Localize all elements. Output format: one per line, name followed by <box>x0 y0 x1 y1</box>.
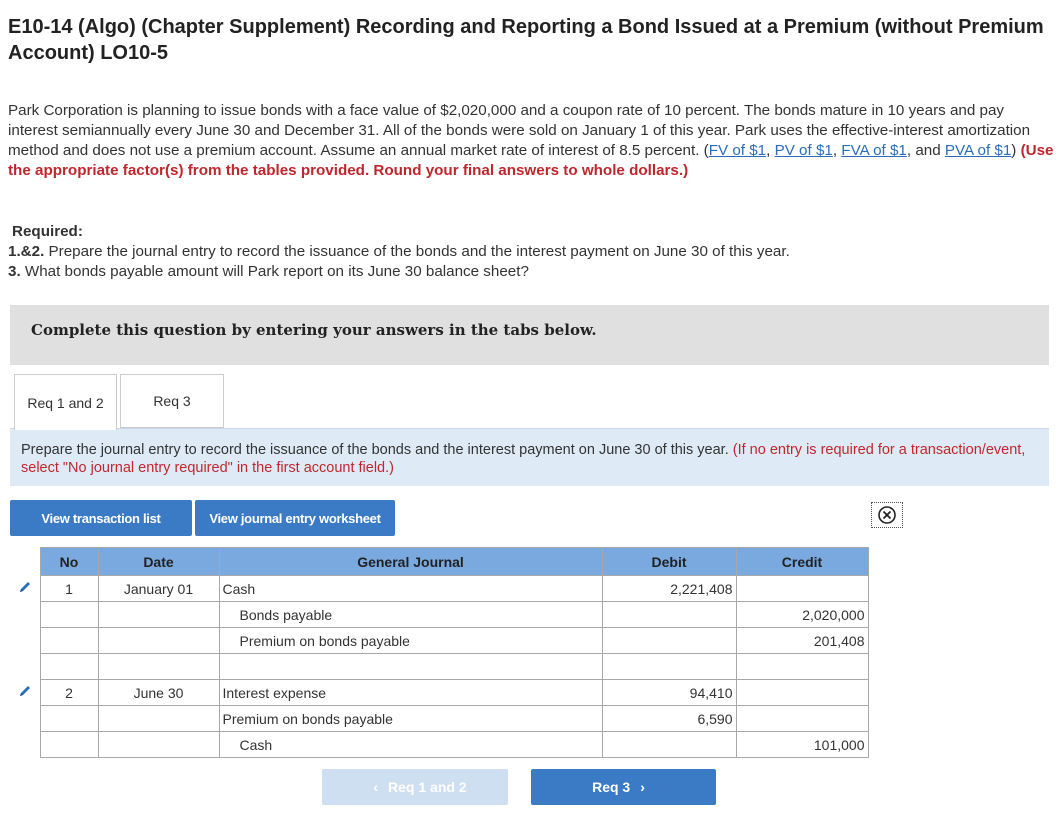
journal-row <box>10 706 868 732</box>
separator: , and <box>906 142 945 159</box>
intro-text: Park Corporation is planning to issue bonds with a face value of $2,020,000 and a coupon rate of 10 percent. The bonds mature in 10 years and pay interest semiannually every June 30 and December 31. All of the bonds were sold on January 1 of this year. Park uses the effective-interest amortization method and does not use a premium account. Assume an annual market rate of interest of 8.5 percent. ( <box>8 102 1031 159</box>
journal-debit-cell[interactable]: 94,410 <box>602 680 736 706</box>
view-journal-worksheet-button[interactable]: View journal entry worksheet <box>195 500 395 536</box>
required-item <box>8 262 1048 282</box>
pv-link[interactable]: PV of $1 <box>774 142 833 159</box>
journal-debit-cell[interactable]: 6,590 <box>602 706 736 732</box>
journal-account-cell[interactable]: Interest expense <box>219 680 602 706</box>
tab-req-1-and-2[interactable]: Req 1 and 2 <box>14 374 117 430</box>
pencil-cell <box>10 654 40 680</box>
journal-no-cell[interactable] <box>40 628 98 654</box>
problem-description <box>8 101 1056 181</box>
chevron-right-icon: › <box>640 779 645 795</box>
journal-row <box>10 576 868 602</box>
separator: , <box>766 142 775 159</box>
next-tab-button[interactable] <box>531 769 716 805</box>
pencil-cell <box>10 732 40 758</box>
journal-row <box>10 732 868 758</box>
pencil-icon[interactable] <box>17 683 33 699</box>
required-item <box>8 242 1048 262</box>
journal-date-cell[interactable] <box>98 732 219 758</box>
pva-link[interactable]: PVA of $1 <box>944 142 1012 159</box>
journal-row <box>10 654 868 680</box>
next-tab-label: Req 3 <box>592 779 631 795</box>
journal-credit-cell[interactable]: 101,000 <box>736 732 868 758</box>
journal-credit-cell[interactable]: 201,408 <box>736 628 868 654</box>
chevron-left-icon: ‹ <box>373 779 379 795</box>
journal-credit-cell[interactable] <box>736 654 868 680</box>
journal-no-cell[interactable] <box>40 602 98 628</box>
journal-debit-cell[interactable] <box>602 654 736 680</box>
journal-date-cell[interactable]: January 01 <box>98 576 219 602</box>
journal-credit-cell[interactable] <box>736 680 868 706</box>
pencil-header <box>10 548 40 576</box>
journal-account-cell[interactable]: Cash <box>219 576 602 602</box>
circle-x-icon <box>877 505 897 525</box>
page-title: E10-14 (Algo) (Chapter Supplement) Recording and Reporting a Bond Issued at a Premium (without Premium Account) LO10-5 <box>8 16 1044 64</box>
journal-account-cell[interactable]: Bonds payable <box>219 602 602 628</box>
fv-link[interactable]: FV of $1 <box>708 142 767 159</box>
journal-credit-cell[interactable] <box>736 576 868 602</box>
required-item-number: 3. <box>8 263 21 280</box>
prev-tab-button[interactable] <box>322 769 508 805</box>
journal-debit-cell[interactable]: 2,221,408 <box>602 576 736 602</box>
fva-link[interactable]: FVA of $1 <box>841 142 907 159</box>
journal-table <box>10 547 869 758</box>
journal-debit-cell[interactable] <box>602 628 736 654</box>
complete-prompt-box <box>10 305 1049 365</box>
journal-account-cell[interactable]: Premium on bonds payable <box>219 706 602 732</box>
pencil-cell <box>10 706 40 732</box>
instruction-box <box>10 428 1049 486</box>
journal-debit-cell[interactable] <box>602 602 736 628</box>
header-date: Date <box>98 548 219 576</box>
journal-no-cell[interactable] <box>40 732 98 758</box>
journal-account-cell[interactable]: Cash <box>219 732 602 758</box>
required-item-number: 1.&2. <box>8 243 45 260</box>
view-transaction-list-button[interactable]: View transaction list <box>10 500 192 536</box>
header-credit: Credit <box>736 548 868 576</box>
journal-row <box>10 680 868 706</box>
pencil-cell <box>10 628 40 654</box>
prev-tab-label: Req 1 and 2 <box>388 779 467 795</box>
close-icon[interactable] <box>871 502 903 528</box>
separator: , <box>832 142 842 159</box>
separator: ) <box>1011 142 1021 159</box>
journal-row <box>10 628 868 654</box>
journal-date-cell[interactable] <box>98 654 219 680</box>
header-general-journal: General Journal <box>219 548 602 576</box>
pencil-cell <box>10 680 40 706</box>
journal-credit-cell[interactable]: 2,020,000 <box>736 602 868 628</box>
journal-debit-cell[interactable] <box>602 732 736 758</box>
required-item-text: What bonds payable amount will Park report on its June 30 balance sheet? <box>20 263 529 280</box>
instruction-note: (If no entry is required for a transaction/event, select "No journal entry required" in the first account field.) <box>21 442 1026 476</box>
journal-account-cell[interactable] <box>219 654 602 680</box>
journal-date-cell[interactable] <box>98 602 219 628</box>
journal-header-row <box>10 548 868 576</box>
journal-no-cell[interactable]: 2 <box>40 680 98 706</box>
pencil-icon[interactable] <box>17 579 33 595</box>
journal-no-cell[interactable] <box>40 706 98 732</box>
journal-no-cell[interactable]: 1 <box>40 576 98 602</box>
required-section <box>8 222 1048 282</box>
rounding-note: (Use the appropriate factor(s) from the tables provided. Round your final answers to whole dollars.) <box>8 142 1054 179</box>
required-heading: Required: <box>12 223 83 240</box>
journal-account-cell[interactable]: Premium on bonds payable <box>219 628 602 654</box>
header-no: No <box>40 548 98 576</box>
pencil-cell <box>10 576 40 602</box>
tab-req-3[interactable]: Req 3 <box>120 374 224 428</box>
journal-date-cell[interactable] <box>98 628 219 654</box>
journal-no-cell[interactable] <box>40 654 98 680</box>
journal-date-cell[interactable]: June 30 <box>98 680 219 706</box>
journal-row <box>10 602 868 628</box>
required-item-text: Prepare the journal entry to record the issuance of the bonds and the interest payment on June 30 of this year. <box>44 243 790 260</box>
journal-date-cell[interactable] <box>98 706 219 732</box>
instruction-text: Prepare the journal entry to record the issuance of the bonds and the interest payment on June 30 of this year. <box>21 442 733 458</box>
pencil-cell <box>10 602 40 628</box>
header-debit: Debit <box>602 548 736 576</box>
complete-prompt-text: Complete this question by entering your answers in the tabs below. <box>31 321 597 339</box>
journal-credit-cell[interactable] <box>736 706 868 732</box>
